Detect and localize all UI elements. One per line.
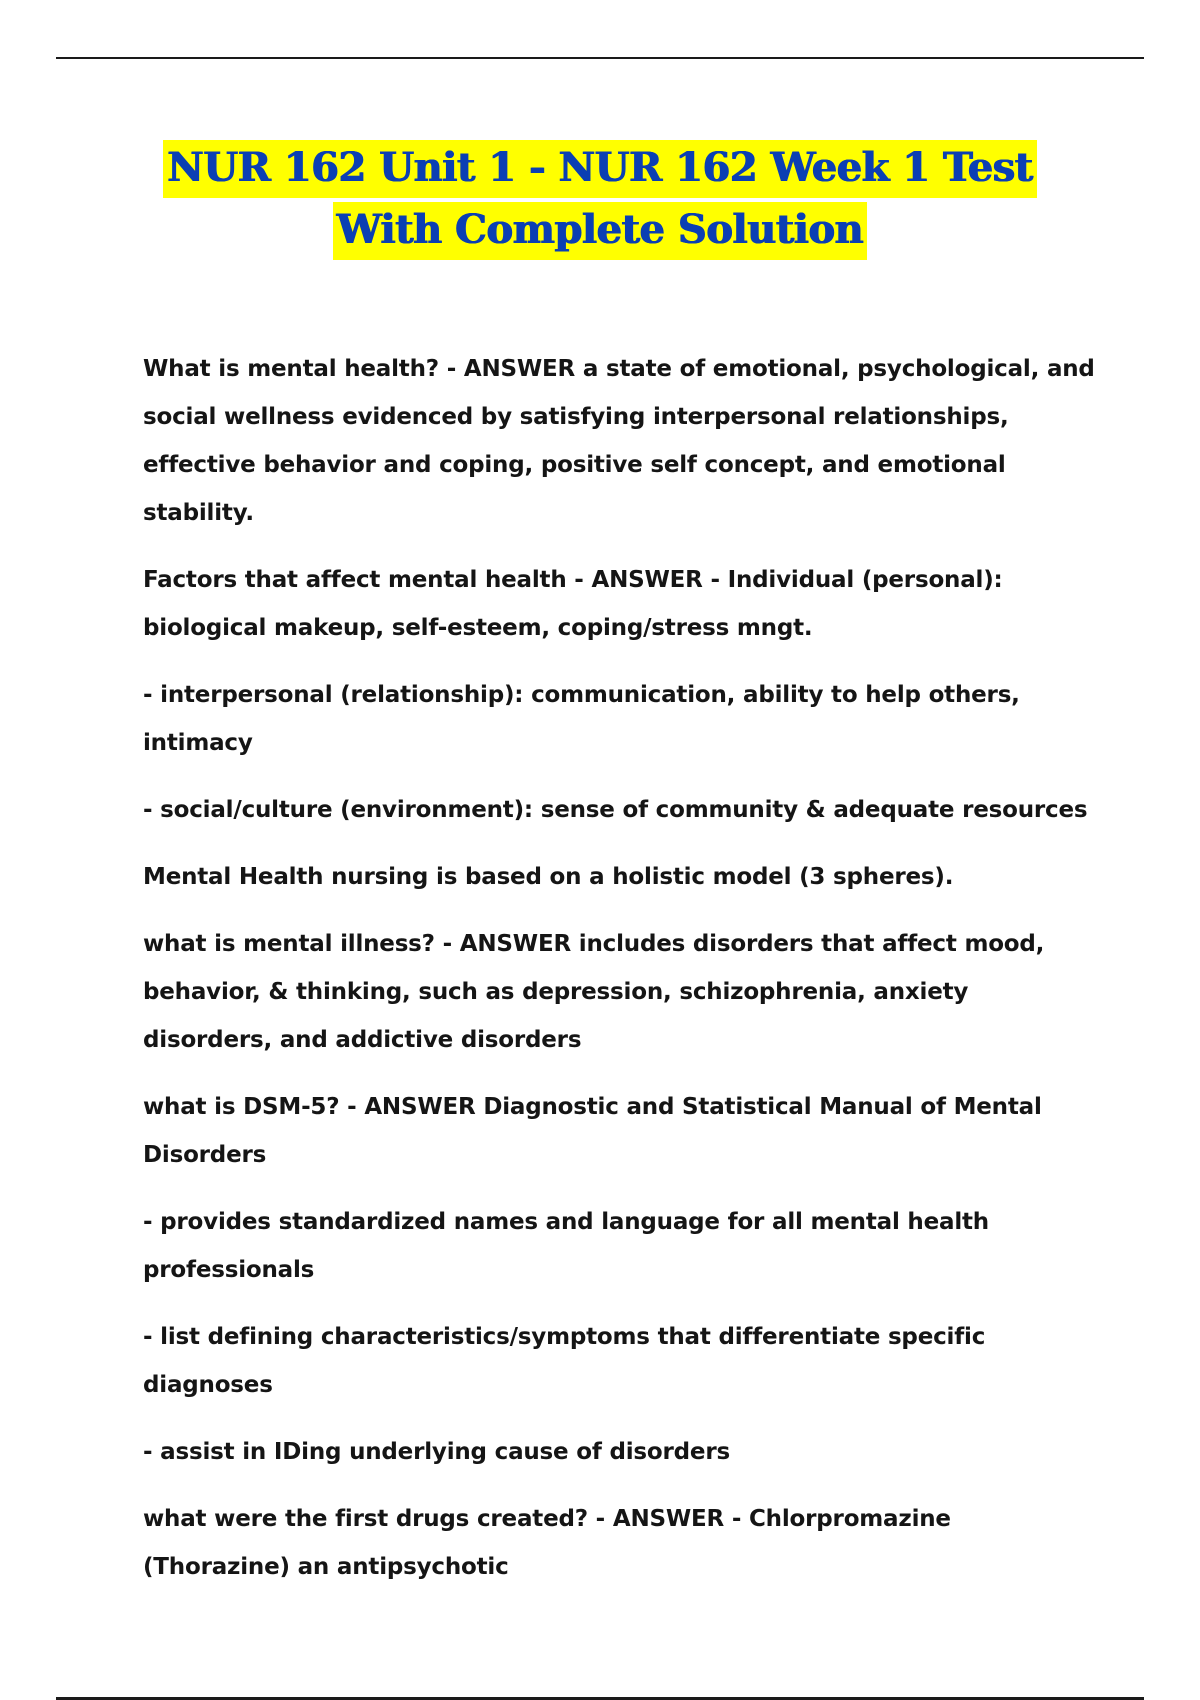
title-line-1: NUR 162 Unit 1 - NUR 162 Week 1 Test [163, 140, 1037, 198]
qa-mental-health: What is mental health? - ANSWER a state of emotional, psychological, and social wellness evidenced by satisfying interpersonal relationships, effective behavior and coping, positive self concept, and emotional stability. [143, 356, 1095, 526]
dsm-point-characteristics: - list defining characteristics/symptoms that differentiate specific diagnoses [143, 1324, 986, 1398]
top-divider [56, 57, 1144, 59]
factor-interpersonal: - interpersonal (relationship): communication, ability to help others, intimacy [143, 682, 1020, 756]
holistic-model-note: Mental Health nursing is based on a holistic model (3 spheres). [143, 864, 954, 890]
factor-social-culture: - social/culture (environment): sense of community & adequate resources [143, 797, 1088, 823]
title-line-2: With Complete Solution [333, 202, 867, 260]
qa-mental-illness: what is mental illness? - ANSWER includes disorders that affect mood, behavior, & thinking, such as depression, schizophrenia, anxiety disorders, and addictive disorders [143, 931, 1045, 1053]
qa-first-drugs: what were the first drugs created? - ANSWER - Chlorpromazine (Thorazine) an antipsychotic [143, 1506, 951, 1580]
qa-factors-mental-health: Factors that affect mental health - ANSWER - Individual (personal): biological makeup, self-esteem, coping/stress mngt. [143, 567, 1003, 641]
document-body [143, 345, 1103, 1610]
qa-dsm-5: what is DSM-5? - ANSWER Diagnostic and Statistical Manual of Mental Disorders [143, 1094, 1042, 1168]
dsm-point-underlying-cause: - assist in IDing underlying cause of disorders [143, 1439, 730, 1465]
dsm-point-standardized-names: - provides standardized names and language for all mental health professionals [143, 1209, 989, 1283]
document-title [0, 140, 1200, 264]
